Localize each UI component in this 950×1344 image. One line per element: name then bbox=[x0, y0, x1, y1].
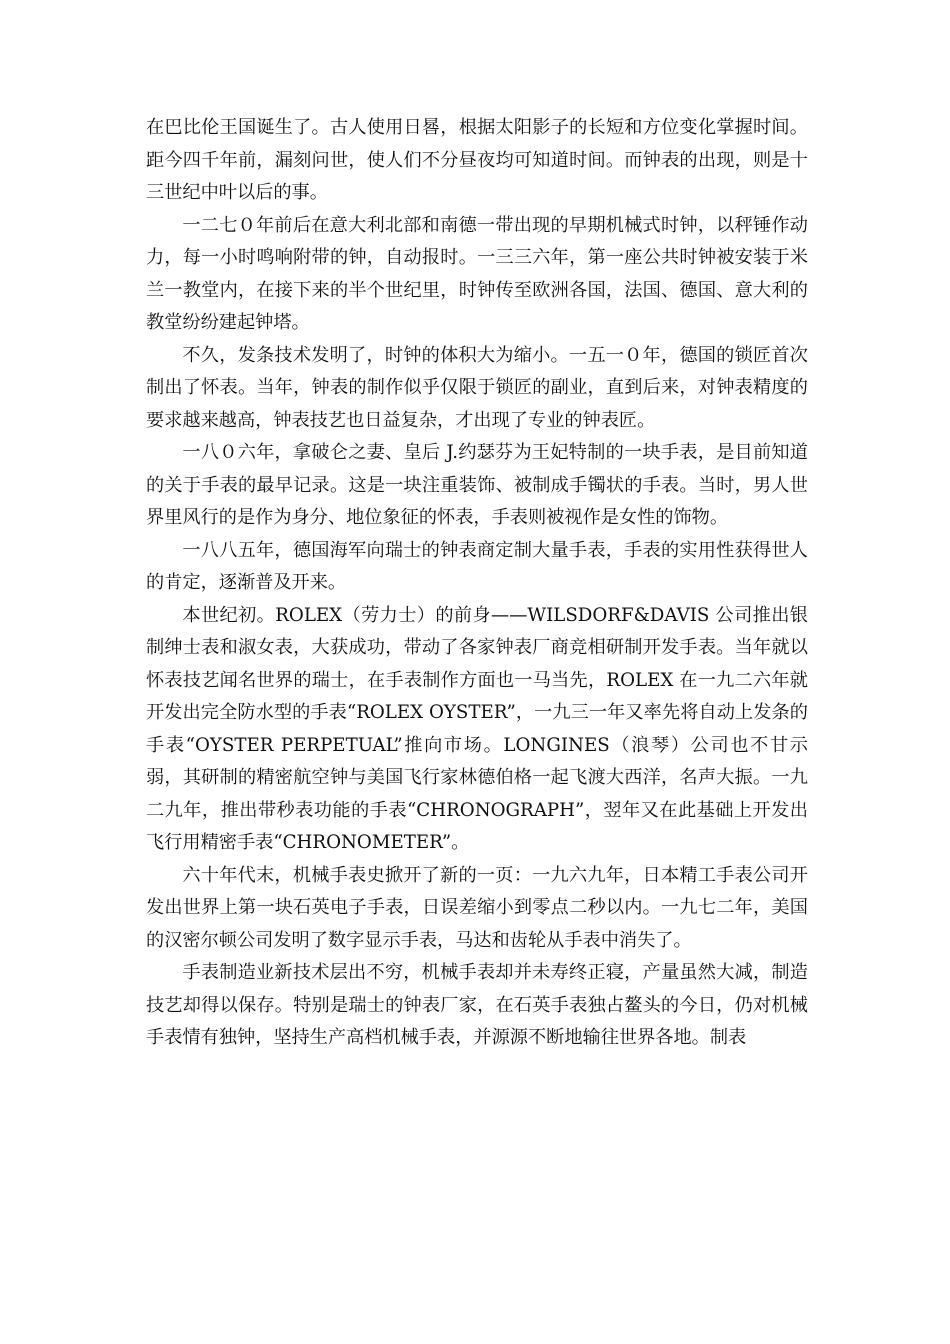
paragraph-3: 不久，发条技术发明了，时钟的体积大为缩小。一五一０年，德国的锁匠首次制出了怀表。当年，钟表的制作似乎仅限于锁匠的副业，直到后来，对钟表精度的要求越来越高，钟表技艺也日益复杂，才出现了专业的钟表匠。 bbox=[146, 344, 808, 431]
paragraph-5: 一八八五年，德国海军向瑞士的钟表商定制大量手表，手表的实用性获得世人的肯定，逐渐普及开来。 bbox=[146, 539, 808, 593]
paragraph-6: 本世纪初。ROLEX（劳力士）的前身——WILSDORF&DAVIS 公司推出银制绅士表和淑女表，大获成功，带动了各家钟表厂商竞相研制开发手表。当年就以怀表技艺闻名世界的瑞士，在手表制作方面也一马当先，ROLEX 在一九二六年就开发出完全防水型的手表“ROLEX OYSTER”，一九三一年又率先将自动上发条的手表“OYSTER PERPETUAL”推向市场。LONGINES（浪琴）公司也不甘示弱，其研制的精密航空钟与美国飞行家林德伯格一起飞渡大西洋，名声大振。一九二九年，推出带秒表功能的手表“CHRONOGRAPH”，翌年又在此基础上开发出飞行用精密手表“CHRONOMETER”。 bbox=[146, 604, 808, 853]
paragraph-2: 一二七０年前后在意大利北部和南德一带出现的早期机械式时钟，以秤锤作动力，每一小时鸣响附带的钟，自动报时。一三三六年，第一座公共时钟被安装于米兰一教堂内，在接下来的半个世纪里，时钟传至欧洲各国，法国、德国、意大利的教堂纷纷建起钟塔。 bbox=[146, 214, 808, 333]
paragraph-4: 一八０六年，拿破仑之妻、皇后 J.约瑟芬为王妃特制的一块手表，是目前知道的关于手表的最早记录。这是一块注重装饰、被制成手镯状的手表。当时，男人世界里风行的是作为身分、地位象征的怀表，手表则被视作是女性的饰物。 bbox=[146, 442, 808, 528]
paragraph-8: 手表制造业新技术层出不穷，机械手表却并未寿终正寝，产量虽然大减，制造技艺却得以保存。特别是瑞士的钟表厂家，在石英手表独占鳌头的今日，仍对机械手表情有独钟，坚持生产高档机械手表，并源源不断地输往世界各地。制表 bbox=[146, 962, 808, 1048]
paragraph-1: 在巴比伦王国诞生了。古人使用日晷，根据太阳影子的长短和方位变化掌握时间。距今四千年前，漏刻问世，使人们不分昼夜均可知道时间。而钟表的出现，则是十三世纪中叶以后的事。 bbox=[146, 117, 808, 203]
paragraph-7: 六十年代末，机械手表史掀开了新的一页：一九六九年，日本精工手表公司开发出世界上第一块石英电子手表，日误差缩小到零点二秒以内。一九七二年，美国的汉密尔顿公司发明了数字显示手表，马达和齿轮从手表中消失了。 bbox=[146, 864, 808, 951]
document-body bbox=[146, 112, 808, 1055]
